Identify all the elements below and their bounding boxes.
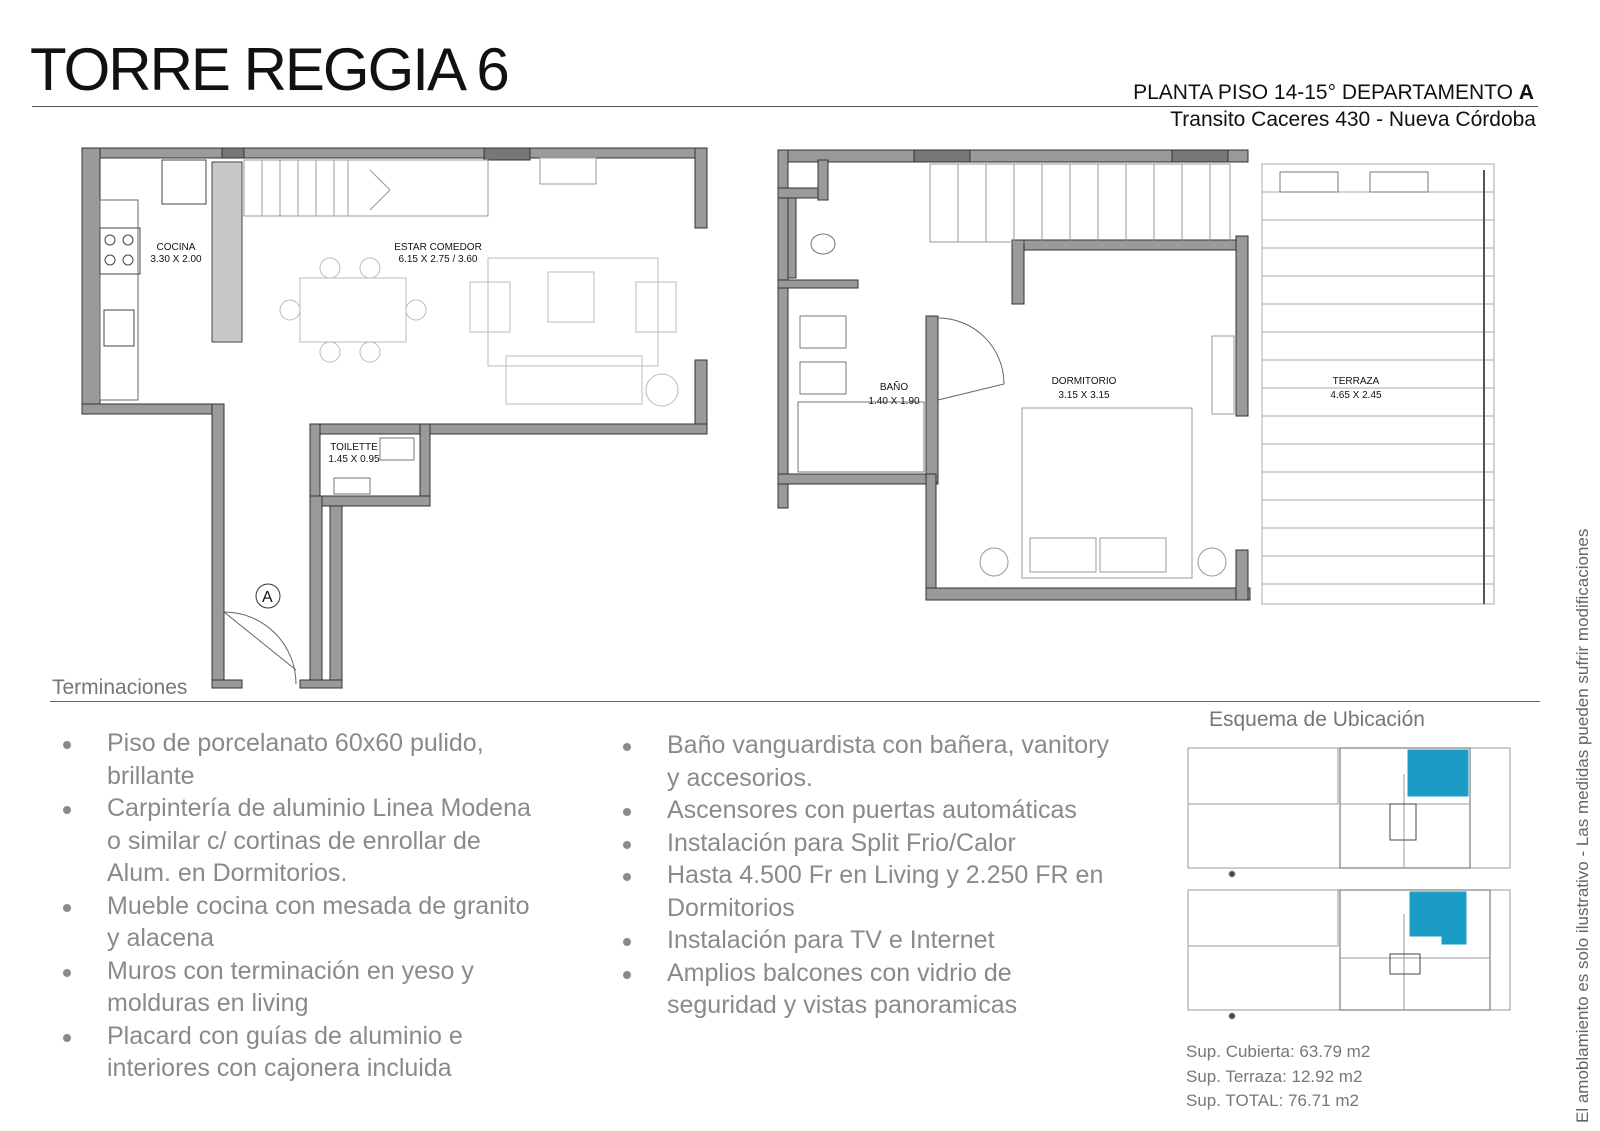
room-bano-name: BAÑO xyxy=(879,382,909,393)
upper-sink xyxy=(811,234,835,254)
wall-right-bottom xyxy=(695,360,707,432)
bed xyxy=(980,408,1226,578)
schema-lower-highlight xyxy=(1410,892,1466,944)
list-item: Piso de porcelanato 60x60 pulido, brillante xyxy=(107,727,627,792)
wall-top-left xyxy=(82,148,706,158)
column-2 xyxy=(484,148,530,160)
sup-total: Sup. TOTAL: 76.71 m2 xyxy=(1186,1091,1359,1110)
wall-toilette-right xyxy=(420,424,430,504)
wall-dorm-right-top xyxy=(1236,236,1248,416)
stairs-upper xyxy=(930,164,1230,242)
bullet-icon xyxy=(623,938,631,946)
cooktop xyxy=(100,228,140,274)
wall-bano-bottom xyxy=(778,474,938,484)
wall-bano-top xyxy=(778,280,858,288)
kitchen-counter xyxy=(100,200,138,400)
room-terraza-size: 4.65 X 2.45 xyxy=(1330,390,1382,401)
schema-upper-annex xyxy=(1188,748,1338,804)
room-toilette-size: 1.45 X 0.95 xyxy=(328,454,380,465)
bullet-icon xyxy=(623,873,631,881)
bullet-icon xyxy=(623,743,631,751)
schema-north-icon xyxy=(1229,871,1235,877)
wall-dorm-bottom xyxy=(926,588,1250,600)
toilette-sink xyxy=(334,478,370,494)
bidet xyxy=(800,362,846,394)
fridge xyxy=(162,160,206,204)
column-r1 xyxy=(914,150,970,162)
bullet-icon xyxy=(623,841,631,849)
toilet xyxy=(380,438,414,460)
kitchen-sink xyxy=(104,310,134,346)
entry-door-leaf xyxy=(224,612,296,670)
wall-right-top xyxy=(695,148,707,228)
list-item: Muros con terminación en yeso y molduras en living xyxy=(107,955,627,1020)
wall-corridor-right xyxy=(310,496,322,686)
sup-cubierta: Sup. Cubierta: 63.79 m2 xyxy=(1186,1042,1371,1061)
terminaciones-list-left xyxy=(107,727,627,1085)
wall-dorm-tl xyxy=(1012,240,1024,304)
entry-door-swing xyxy=(224,612,296,684)
wall-dorm-right-bottom xyxy=(1236,550,1248,600)
left-plan-walls xyxy=(82,148,707,688)
plan-label-text: PLANTA PISO 14-15° DEPARTAMENTO xyxy=(1133,81,1513,104)
list-item: Hasta 4.500 Fr en Living y 2.250 FR en Dormitorios xyxy=(667,859,1157,924)
kitchen-island xyxy=(212,162,242,342)
bullet-icon xyxy=(63,806,71,814)
list-item: Baño vanguardista con bañera, vanitory y accesorios. xyxy=(667,729,1157,794)
terminaciones-list-right xyxy=(667,729,1157,1022)
location-schema xyxy=(1184,744,1514,1034)
wall-left xyxy=(82,148,100,414)
burner xyxy=(105,235,115,245)
schema-north-icon xyxy=(1229,1013,1235,1019)
list-item: Placard con guías de aluminio e interiores con cajonera incluida xyxy=(107,1020,627,1085)
wall-bano-right xyxy=(926,316,938,482)
living-set xyxy=(470,258,678,406)
wall-bano1-right xyxy=(818,160,828,200)
room-estar-name: ESTAR COMEDOR xyxy=(394,242,482,253)
wc xyxy=(800,316,846,348)
bathtub xyxy=(798,402,924,472)
room-cocina-name: COCINA xyxy=(156,242,196,253)
room-cocina-size: 3.30 X 2.00 xyxy=(150,254,202,265)
disclaimer: El amoblamiento es solo ilustrativo - Las medidas pueden sufrir modificaciones xyxy=(1573,528,1592,1123)
esquema-title: Esquema de Ubicación xyxy=(1209,708,1425,731)
bano-door-swing xyxy=(938,318,1004,400)
bullet-icon xyxy=(63,741,71,749)
room-bano-size: 1.40 X 1.90 xyxy=(868,396,920,407)
terrace-ac-2 xyxy=(1370,172,1428,192)
ac-unit xyxy=(540,158,596,184)
wall-toilette-bottom xyxy=(310,496,430,506)
section-divider xyxy=(50,701,1540,702)
schema-lower-annex xyxy=(1188,890,1338,946)
bullet-icon xyxy=(623,971,631,979)
bullet-icon xyxy=(63,904,71,912)
wall-entry-foot xyxy=(212,680,242,688)
wall-bottom-estar xyxy=(310,424,707,434)
bullet-icon xyxy=(63,1034,71,1042)
burner xyxy=(105,255,115,265)
list-item: Amplios balcones con vidrio de seguridad y vistas panoramicas xyxy=(667,957,1157,1022)
wall-bottom-cocina xyxy=(82,404,224,414)
list-item: Carpintería de aluminio Linea Modena o similar c/ cortinas de enrollar de Alum. en Dormitorios. xyxy=(107,792,627,890)
bullet-icon xyxy=(623,808,631,816)
column-r2 xyxy=(1172,150,1228,162)
wall-corridor-foot xyxy=(300,680,342,688)
bullet-icon xyxy=(63,969,71,977)
page-title: TORRE REGGIA 6 xyxy=(30,36,508,103)
wall-left-right-plan xyxy=(778,198,788,508)
sup-terraza: Sup. Terraza: 12.92 m2 xyxy=(1186,1067,1363,1086)
room-estar-size: 6.15 X 2.75 / 3.60 xyxy=(398,254,478,265)
burner xyxy=(123,255,133,265)
room-terraza-name: TERRAZA xyxy=(1332,376,1380,387)
wardrobe xyxy=(1212,336,1234,414)
room-toilette-name: TOILETTE xyxy=(330,442,378,453)
address: Transito Caceres 430 - Nueva Córdoba xyxy=(1170,108,1536,131)
terminaciones-title: Terminaciones xyxy=(52,676,188,699)
dining-set xyxy=(280,258,426,362)
entry-marker-letter: A xyxy=(262,589,273,606)
wall-entry-left xyxy=(212,404,224,686)
column-1 xyxy=(222,148,244,158)
unit-letter: A xyxy=(1518,81,1534,104)
burner xyxy=(123,235,133,245)
list-item: Ascensores con puertas automáticas xyxy=(667,794,1157,827)
room-dormitorio-size: 3.15 X 3.15 xyxy=(1058,390,1110,401)
wall-dorm-left xyxy=(926,474,936,598)
stairs-lower xyxy=(244,160,488,216)
list-item: Instalación para Split Frio/Calor xyxy=(667,827,1157,860)
wall-toilette-left xyxy=(310,424,320,504)
room-dormitorio-name: DORMITORIO xyxy=(1051,376,1117,387)
list-item: Instalación para TV e Internet xyxy=(667,924,1157,957)
terrace-ac-1 xyxy=(1280,172,1338,192)
wall-shaft xyxy=(330,506,342,686)
list-item: Mueble cocina con mesada de granito y alacena xyxy=(107,890,627,955)
schema-upper-highlight xyxy=(1408,750,1468,796)
